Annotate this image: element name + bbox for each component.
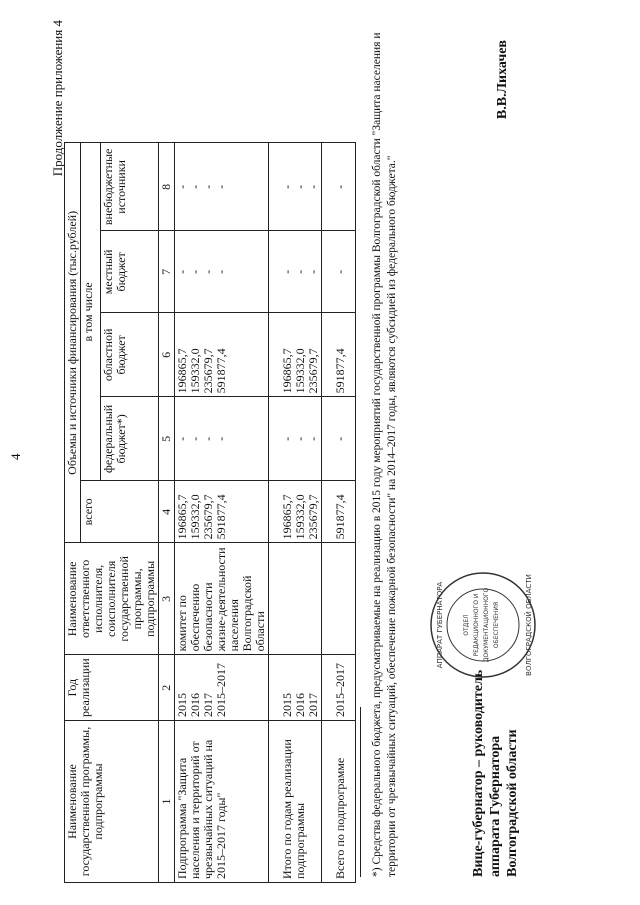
col-number: 2 — [159, 655, 175, 721]
header-including: в том числе — [81, 143, 101, 481]
row-regional: 196865,7 159332,0 235679,7 591877,4 — [175, 313, 269, 397]
col-number: 1 — [159, 721, 175, 883]
header-regional: областной бюджет — [101, 313, 159, 397]
header-total: всего — [81, 481, 159, 543]
row-federal: - - - — [269, 397, 322, 481]
header-program-name: Наименование государственной программы, подпрограммы — [65, 721, 159, 883]
table-row — [269, 143, 322, 883]
signatory-name: В.В.Лихачев — [495, 40, 510, 120]
row-total: 196865,7 159332,0 235679,7 591877,4 — [175, 481, 269, 543]
row-name: Подпрограмма "Защита населения и территорий от чрезвычайных ситуаций на 2015–2017 годы" — [175, 721, 269, 883]
footnote: *) Средства федерального бюджета, предусматриваемые на реализацию в 2015 году мероприятий государственной программы Волгоградской области "Защита населения и территории от чрезвычайных ситуаций, обеспечение пожарной безопасности" на 2014–2017 годы, являются субсидией из федерального бюджета." — [371, 32, 398, 877]
signature-title-line: Волгоградской области — [505, 729, 520, 877]
header-local: местный бюджет — [101, 231, 159, 313]
row-executor — [269, 543, 322, 655]
continuation-label: Продолжение приложения 4 — [50, 20, 65, 177]
signature-block — [470, 670, 521, 877]
row-years: 2015–2017 — [322, 655, 356, 721]
row-extra: - - - — [269, 143, 322, 231]
row-local: - - - — [269, 231, 322, 313]
col-number: 8 — [159, 143, 175, 231]
row-name: Итого по годам реализации подпрограммы — [269, 721, 322, 883]
row-years: 2015 2016 2017 2015–2017 — [175, 655, 269, 721]
row-regional: 196865,7 159332,0 235679,7 — [269, 313, 322, 397]
svg-text:АППАРАТ ГУБЕРНАТОРА: АППАРАТ ГУБЕРНАТОРА — [436, 581, 444, 669]
svg-text:ОТДЕЛ: ОТДЕЛ — [463, 614, 470, 636]
header-extra: внебюджетные источники — [101, 143, 159, 231]
col-number: 6 — [159, 313, 175, 397]
row-extra: - - - - — [175, 143, 269, 231]
row-local: - — [322, 231, 356, 313]
official-seal — [428, 570, 538, 680]
table-row — [175, 143, 269, 883]
header-year: Год реализации — [65, 655, 159, 721]
financing-table — [64, 142, 356, 883]
row-years: 2015 2016 2017 — [269, 655, 322, 721]
row-extra: - — [322, 143, 356, 231]
row-total: 196865,7 159332,0 235679,7 — [269, 481, 322, 543]
header-volumes: Объемы и источники финансирования (тыс.рублей) — [65, 143, 81, 543]
signature-title-line: аппарата Губернатора — [488, 735, 503, 877]
svg-text:РЕДАКЦИОННОГО И: РЕДАКЦИОННОГО И — [473, 593, 480, 657]
row-federal: - - - - — [175, 397, 269, 481]
table-row — [322, 143, 356, 883]
header-executor: Наименование ответственного исполнителя, соисполнителя государственной программы, подпрограммы — [65, 543, 159, 655]
header-federal: федеральный бюджет*) — [101, 397, 159, 481]
row-executor: комитет по обеспечению безопасности жизне-деятельности населения Волгоградской области — [175, 543, 269, 655]
row-regional: 591877,4 — [322, 313, 356, 397]
row-total: 591877,4 — [322, 481, 356, 543]
col-number: 4 — [159, 481, 175, 543]
footnote-divider — [360, 707, 361, 877]
col-number: 7 — [159, 231, 175, 313]
col-number: 5 — [159, 397, 175, 481]
signature-title-line: Вице-губернатор – руководитель — [471, 669, 486, 877]
row-name: Всего по подпрограмме — [322, 721, 356, 883]
svg-text:ОБЕСПЕЧЕНИЯ: ОБЕСПЕЧЕНИЯ — [493, 601, 500, 649]
svg-text:ВОЛГОГРАДСКОЙ ОБЛАСТИ: ВОЛГОГРАДСКОЙ ОБЛАСТИ — [525, 574, 533, 676]
col-number: 3 — [159, 543, 175, 655]
page-number: 4 — [8, 453, 23, 460]
row-federal: - — [322, 397, 356, 481]
row-local: - - - - — [175, 231, 269, 313]
row-executor — [322, 543, 356, 655]
svg-text:ДОКУМЕНТАЦИОННОГО: ДОКУМЕНТАЦИОННОГО — [483, 587, 490, 663]
